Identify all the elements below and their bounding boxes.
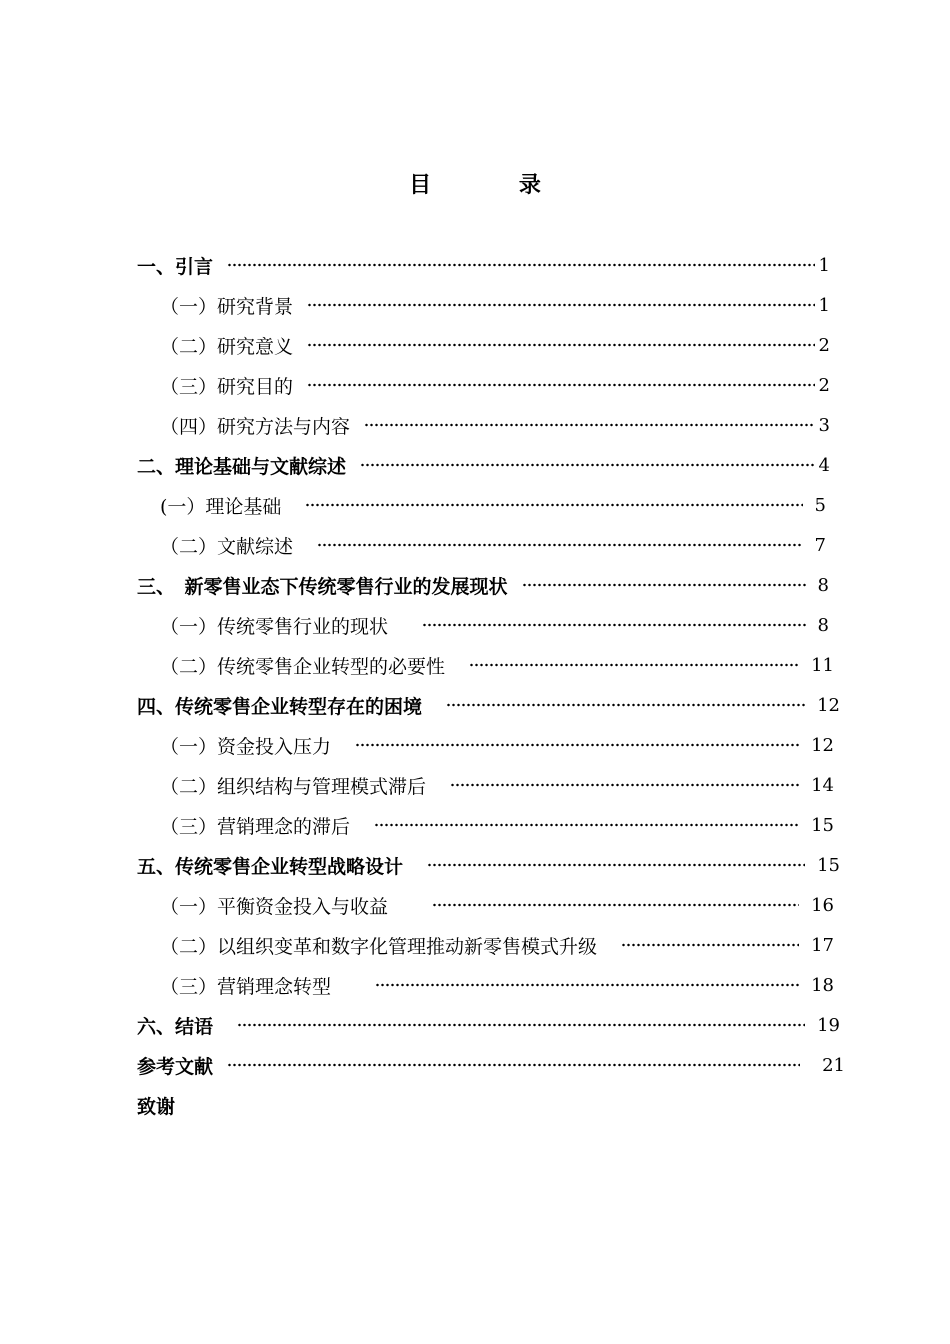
toc-entry-development-status[interactable] <box>137 565 829 605</box>
toc-entry-title: 四、传统零售企业转型存在的困境 <box>137 695 423 718</box>
toc-entry-title: （一）平衡资金投入与收益 <box>160 895 389 918</box>
toc-entry-title: 六、结语 <box>137 1015 214 1038</box>
toc-entry-title: （一）研究背景 <box>160 295 294 318</box>
toc-entry-page: 15 <box>817 854 840 876</box>
toc-entry-page: 17 <box>811 934 834 956</box>
toc-entry-conclusion[interactable] <box>137 1005 840 1045</box>
dot-leader <box>364 405 815 445</box>
toc-entry-industry-status[interactable] <box>160 605 829 645</box>
toc-entry-title: 参考文献 <box>137 1055 214 1078</box>
dot-leader <box>227 245 815 285</box>
dot-leader <box>355 725 799 765</box>
toc-entry-capital-pressure[interactable] <box>160 725 834 765</box>
dot-leader <box>307 285 815 325</box>
toc-entry-title: 致谢 <box>137 1095 176 1118</box>
toc-entry-acknowledgements[interactable] <box>137 1085 337 1125</box>
toc-entry-page: 11 <box>811 654 834 676</box>
dot-leader <box>522 565 806 605</box>
toc-entry-research-methods[interactable] <box>160 405 830 445</box>
toc-entry-strategy-design[interactable] <box>137 845 840 885</box>
toc-entry-marketing-transformation[interactable] <box>160 965 834 1005</box>
toc-entry-research-significance[interactable] <box>160 325 830 365</box>
toc-entry-page: 4 <box>818 454 830 476</box>
dot-leader <box>469 645 799 685</box>
toc-entry-title: （二）研究意义 <box>160 335 294 358</box>
toc-entry-page: 1 <box>818 294 830 316</box>
dot-leader <box>621 925 799 965</box>
dot-leader <box>307 365 815 405</box>
dot-leader <box>307 325 815 365</box>
toc-entry-page: 7 <box>814 534 826 556</box>
dot-leader <box>432 885 799 925</box>
dot-leader <box>305 485 802 525</box>
dot-leader <box>450 765 799 805</box>
toc-entry-title: 一、引言 <box>137 255 214 278</box>
toc-entry-marketing-lag[interactable] <box>160 805 834 845</box>
toc-entry-transformation-difficulties[interactable] <box>137 685 840 725</box>
toc-entry-page: 12 <box>811 734 834 756</box>
toc-entry-page: 16 <box>811 894 834 916</box>
toc-entry-page: 21 <box>822 1054 845 1076</box>
toc-entry-page: 3 <box>818 414 830 436</box>
toc-entry-page: 2 <box>818 334 830 356</box>
dot-leader <box>446 685 805 725</box>
toc-entry-page: 12 <box>817 694 840 716</box>
toc-entry-title: （二）文献综述 <box>160 535 294 558</box>
toc-entry-page: 19 <box>817 1014 840 1036</box>
toc-entry-introduction[interactable] <box>137 245 830 285</box>
toc-entry-page: 15 <box>811 814 834 836</box>
toc-entry-title: （一）资金投入压力 <box>160 735 332 758</box>
toc-entry-balance-investment[interactable] <box>160 885 834 925</box>
toc-entry-page: 1 <box>818 254 830 276</box>
dot-leader <box>317 525 803 565</box>
page-title: 目 录 <box>409 173 581 198</box>
toc-entry-page: 8 <box>817 614 829 636</box>
toc-entry-organization-lag[interactable] <box>160 765 834 805</box>
toc-entry-title: 三、 新零售业态下传统零售行业的发展现状 <box>137 575 508 598</box>
toc-entry-literature-review[interactable] <box>160 525 826 565</box>
toc-entry-theory-basis[interactable] <box>160 485 826 525</box>
toc-entry-references[interactable] <box>137 1045 845 1085</box>
toc-entry-page: 2 <box>818 374 830 396</box>
dot-leader <box>422 605 806 645</box>
toc-entry-research-background[interactable] <box>160 285 830 325</box>
toc-entry-title: （一）传统零售行业的现状 <box>160 615 389 638</box>
toc-entry-organizational-change[interactable] <box>160 925 834 965</box>
toc-entry-transformation-necessity[interactable] <box>160 645 834 685</box>
toc-entry-title: 二、理论基础与文献综述 <box>137 455 347 478</box>
toc-entry-page: 5 <box>814 494 826 516</box>
dot-leader <box>374 805 799 845</box>
toc-entry-title: （二）传统零售企业转型的必要性 <box>160 655 446 678</box>
dot-leader <box>237 1005 805 1045</box>
toc-entry-page: 18 <box>811 974 834 996</box>
toc-entry-page: 8 <box>817 574 829 596</box>
toc-entry-title: （二）以组织变革和数字化管理推动新零售模式升级 <box>160 935 598 958</box>
toc-entry-title: （三）营销理念转型 <box>160 975 332 998</box>
toc-entry-title: （四）研究方法与内容 <box>160 415 351 438</box>
dot-leader <box>360 445 815 485</box>
toc-entry-title: 五、传统零售企业转型战略设计 <box>137 855 404 878</box>
dot-leader <box>427 845 805 885</box>
toc-entry-title: （二）组织结构与管理模式滞后 <box>160 775 427 798</box>
toc-entry-title: （三）营销理念的滞后 <box>160 815 351 838</box>
dot-leader <box>375 965 799 1005</box>
toc-entry-page: 14 <box>811 774 834 796</box>
toc-entry-theory-literature[interactable] <box>137 445 830 485</box>
toc-entry-title: (一）理论基础 <box>160 495 282 518</box>
dot-leader <box>227 1045 800 1085</box>
toc-entry-research-purpose[interactable] <box>160 365 830 405</box>
toc-entry-title: （三）研究目的 <box>160 375 294 398</box>
